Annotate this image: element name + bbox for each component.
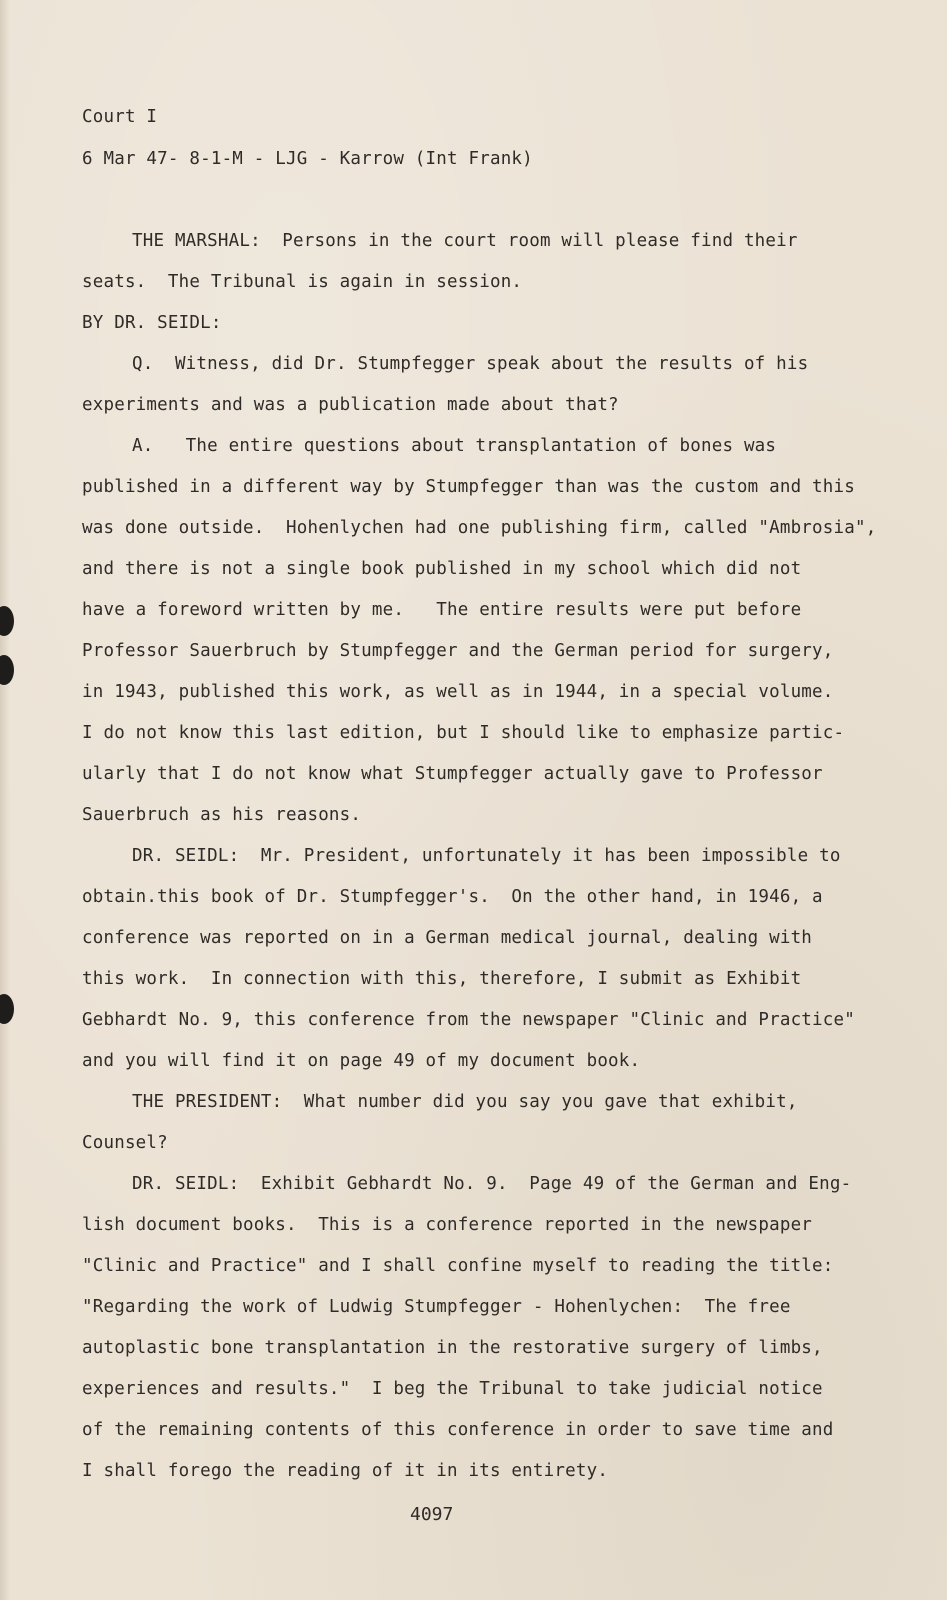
transcript-line: published in a different way by Stumpfegger than was the custom and this [82, 477, 855, 497]
transcript-line: autoplastic bone transplantation in the restorative surgery of limbs, [82, 1338, 823, 1358]
transcript-line: ularly that I do not know what Stumpfegger actually gave to Professor [82, 764, 823, 784]
transcript-line: Q. Witness, did Dr. Stumpfegger speak about the results of his [132, 354, 809, 374]
transcript-line: experiments and was a publication made about that? [82, 395, 619, 415]
transcript-line: Counsel? [82, 1133, 168, 1153]
binding-edge [0, 0, 10, 1600]
transcript-line: was done outside. Hohenlychen had one publishing firm, called "Ambrosia", [82, 518, 877, 538]
transcript-line: in 1943, published this work, as well as in 1944, in a special volume. [82, 682, 834, 702]
transcript-line: have a foreword written by me. The entire results were put before [82, 600, 802, 620]
transcript-line: Sauerbruch as his reasons. [82, 805, 362, 825]
transcript-line: Gebhardt No. 9, this conference from the newspaper "Clinic and Practice" [82, 1010, 855, 1030]
transcript-line: "Clinic and Practice" and I shall confine myself to reading the title: [82, 1256, 834, 1276]
punch-hole [0, 655, 14, 685]
punch-hole [0, 606, 14, 636]
transcript-line: THE PRESIDENT: What number did you say you gave that exhibit, [132, 1092, 798, 1112]
transcript-line: of the remaining contents of this conference in order to save time and [82, 1420, 834, 1440]
transcript-line: obtain.this book of Dr. Stumpfegger's. On the other hand, in 1946, a [82, 887, 823, 907]
transcript-line: A. The entire questions about transplantation of bones was [132, 436, 777, 456]
court-header: Court I [82, 107, 158, 127]
transcript-line: DR. SEIDL: Exhibit Gebhardt No. 9. Page 49 of the German and Eng- [132, 1174, 852, 1194]
page-number: 4097 [410, 1504, 454, 1525]
session-header: 6 Mar 47- 8-1-M - LJG - Karrow (Int Frank) [82, 149, 533, 169]
transcript-line: I shall forego the reading of it in its entirety. [82, 1461, 609, 1481]
transcript-line: experiences and results." I beg the Tribunal to take judicial notice [82, 1379, 823, 1399]
punch-hole [0, 994, 14, 1024]
transcript-line: seats. The Tribunal is again in session. [82, 272, 523, 292]
transcript-line: and you will find it on page 49 of my document book. [82, 1051, 641, 1071]
transcript-line: Professor Sauerbruch by Stumpfegger and the German period for surgery, [82, 641, 834, 661]
transcript-line: conference was reported on in a German medical journal, dealing with [82, 928, 813, 948]
transcript-line: I do not know this last edition, but I should like to emphasize partic- [82, 723, 845, 743]
transcript-line: and there is not a single book published in my school which did not [82, 559, 802, 579]
transcript-line: DR. SEIDL: Mr. President, unfortunately it has been impossible to [132, 846, 841, 866]
transcript-line: lish document books. This is a conference reported in the newspaper [82, 1215, 813, 1235]
transcript-line: "Regarding the work of Ludwig Stumpfegger - Hohenlychen: The free [82, 1297, 791, 1317]
transcript-line: THE MARSHAL: Persons in the court room will please find their [132, 231, 798, 251]
transcript-line: BY DR. SEIDL: [82, 313, 222, 333]
transcript-line: this work. In connection with this, therefore, I submit as Exhibit [82, 969, 802, 989]
